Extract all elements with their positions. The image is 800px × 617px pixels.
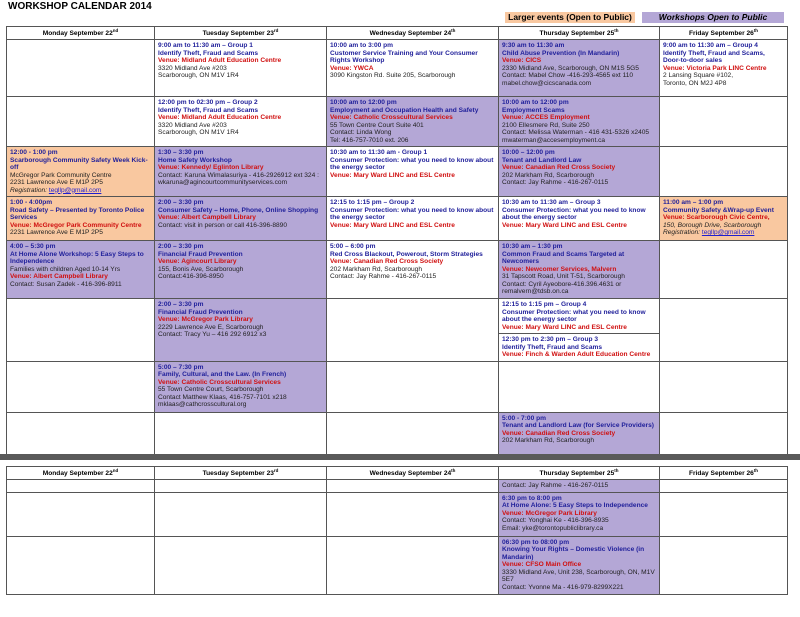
table-row [7, 492, 788, 536]
event-cell: 12:30 pm to 2:30 pm – Group 3 Identify Theft, Fraud and Scams Venue: Finch & Warden Adult Education Centre [499, 334, 660, 362]
event-cell-public: 12:00 - 1:00 pm Scarborough Community Safety Week Kick-off McGregor Park Community Centre 2231 Lawrence Ave E M1P 2P5 Registration: tegllp@gmail.com [7, 147, 155, 197]
table-row [7, 480, 788, 493]
table-row [7, 361, 788, 412]
empty-cell [660, 536, 788, 594]
registration-email-link[interactable]: tegllp@gmail.com [701, 229, 755, 237]
empty-cell [7, 492, 155, 536]
empty-cell [660, 97, 788, 147]
day-header-tuesday: Tuesday September 23rd [155, 467, 327, 480]
event-cell: 12:15 to 1:15 pm – Group 2 Consumer Protection: what you need to know about the energy sector Venue: Mary Ward LINC and ESL Centre [327, 197, 499, 241]
event-cell-public: 11:00 am – 1:00 pm Community Safety &Wrap-up Event Venue: Scarborough Civic Centre, 150, Borough Drive, Scarborough Registration: tegllp@gmail.com [660, 197, 788, 241]
empty-cell [327, 536, 499, 594]
empty-cell [499, 361, 660, 412]
day-header-row [7, 27, 788, 40]
day-header-wednesday: Wednesday September 24th [327, 27, 499, 40]
event-cell-workshop: 1:30 – 3:30 pm Home Safety Workshop Venue: Kennedy/ Eglinton Library Contact: Karuna Wimalasuriya - 416-2926912 ext 324 : wkaruna@agincourtcommunityservices.com [155, 147, 327, 197]
empty-cell [660, 492, 788, 536]
empty-cell [327, 299, 499, 362]
empty-cell [7, 97, 155, 147]
day-header-monday: Monday September 22nd [7, 467, 155, 480]
event-cell: 9:00 am to 11:30 am – Group 4 Identify Theft, Fraud and Scams, Door-to-door sales Venue: Victoria Park LINC Centre 2 Lansing Square #102, Toronto, ON M2J 4P8 [660, 40, 788, 97]
event-cell: 12:15 to 1:15 pm – Group 4 Consumer Protection: what you need to know about the energy sector Venue: Mary Ward LINC and ESL Centre [499, 299, 660, 334]
empty-cell [660, 480, 788, 493]
event-cell: 12:00 pm to 02:30 pm – Group 2 Identify Theft, Fraud and Scams Venue: Midland Adult Education Centre 3320 Midland Ave #203 Scarborough, ON M1V 1R4 [155, 97, 327, 147]
day-header-wednesday: Wednesday September 24th [327, 467, 499, 480]
empty-cell [660, 412, 788, 454]
event-cell: 10:00 am to 3:00 pm Customer Service Training and Your Consumer Rights Workshop Venue: YWCA 3090 Kingston Rd. Suite 205, Scarborough [327, 40, 499, 97]
event-cell-workshop: 5:00 - 7:00 pm Tenant and Landlord Law (for Service Providers) Venue: Canadian Red Cross Society 202 Markham Rd, Scarborough [499, 412, 660, 454]
calendar-table-continued [6, 466, 788, 595]
empty-cell [7, 536, 155, 594]
event-cell: 10:30 am to 11:30 am – Group 3 Consumer Protection: what you need to know about the energy sector Venue: Mary Ward LINC and ESL Centre [499, 197, 660, 241]
empty-cell [660, 241, 788, 299]
empty-cell [660, 147, 788, 197]
table-row [7, 197, 788, 241]
empty-cell [327, 492, 499, 536]
day-header-friday: Friday September 26th [660, 27, 788, 40]
event-cell-workshop: 10:00 am to 12:00 pm Employment Scams Venue: ACCES Employment 2100 Ellesmere Rd, Suite 250 Contact: Melissa Waterman - 416 431-5326 x2405 mwaterman@accesemployment.ca [499, 97, 660, 147]
event-cell-workshop: 6:30 pm to 8:00 pm At Home Alone: 5 Easy Steps to Independence Venue: McGregor Park Library Contact: Yonghai Ke - 416-396-8935 Email: yke@torontopubliclibrary.ca [499, 492, 660, 536]
empty-cell [155, 480, 327, 493]
table-row [7, 241, 788, 299]
registration-email-link[interactable]: tegllp@gmail.com [48, 186, 102, 194]
empty-cell [327, 412, 499, 454]
event-cell-workshop: 9:30 am to 11:30 am Child Abuse Prevention (In Mandarin) Venue: CICS 2330 Midland Ave, Scarborough, ON M1S 5G5 Contact: Mabel Chow -416-293-4565 ext 110 mabel.chow@cicscanada.com [499, 40, 660, 97]
table-row [7, 299, 788, 334]
empty-cell [7, 412, 155, 454]
event-cell-public: 1:00 - 4:00pm Road Safety – Presented by Toronto Police Services Venue: McGregor Park Community Centre 2231 Lawrence Ave E M1P 2P5 [7, 197, 155, 241]
calendar-table-week [6, 26, 788, 455]
empty-cell [660, 361, 788, 412]
event-cell-workshop: 10:00 – 12:00 pm Tenant and Landlord Law Venue: Canadian Red Cross Society 202 Markham Rd, Scarborough Contact: Jay Rahme - 416-267-0115 [499, 147, 660, 197]
event-cell-workshop: 4:00 – 5:30 pm At Home Alone Workshop: 5 Easy Steps to Independence Families with children Aged 10-14 Yrs Venue: Albert Campbell Library Contact: Susan Zadek - 416-396-8911 [7, 241, 155, 299]
empty-cell [7, 361, 155, 412]
event-cell: 9:00 am to 11:30 am – Group 1 Identify Theft, Fraud and Scams Venue: Midland Adult Education Centre 3320 Midland Ave #203 Scarborough, ON M1V 1R4 [155, 40, 327, 97]
empty-cell [7, 299, 155, 362]
event-cell-workshop: 10:30 am – 1:30 pm Common Fraud and Scams Targeted at Newcomers Venue: Newcomer Services, Malvern 31 Tapscott Road, Unit T-51, Scarborough Contact: Cyril Ayeobore-416.396.4631 or remalvern@tdsb.on.ca [499, 241, 660, 299]
table-row [7, 536, 788, 594]
table-row [7, 412, 788, 454]
empty-cell [155, 536, 327, 594]
event-cell-workshop: 2:00 – 3:30 pm Financial Fraud Prevention Venue: McGregor Park Library 2229 Lawrence Ave E, Scarborough Contact: Tracy Yu – 416 292 6912 x3 [155, 299, 327, 362]
event-cell-workshop: 10:00 am to 12:00 pm Employment and Occupation Health and Safety Venue: Catholic Crosscultural Services 55 Town Centre Court Suite 401 Contact: Linda Wong Tel: 416-757-7010 ext. 206 [327, 97, 499, 147]
event-cell-workshop: 06:30 pm to 08:00 pm Knowing Your Rights – Domestic Violence (in Mandarin) Venue: CFSO Main Office 3330 Midland Ave, Unit 238, Scarborough, ON, M1V 5E7 Contact: Yvonne Ma - 416-979-8299X221 [499, 536, 660, 594]
empty-cell [327, 480, 499, 493]
empty-cell [7, 480, 155, 493]
legend-workshops: Workshops Open to Public [642, 12, 784, 23]
event-cell-workshop: 5:00 – 7:30 pm Family, Cultural, and the Law. (In French) Venue: Catholic Crosscultural Services 55 Town Centre Court, Scarborough Contact Matthew Klaas, 416-757-7101 x218 mklaas@cathcrosscultural.org [155, 361, 327, 412]
day-header-row [7, 467, 788, 480]
document-title: WORKSHOP CALENDAR 2014 [8, 1, 152, 12]
event-cell-workshop: Contact: Jay Rahme - 416-267-0115 [499, 480, 660, 493]
empty-cell [155, 412, 327, 454]
event-cell: 5:00 – 6:00 pm Red Cross Blackout, Powerout, Storm Strategies Venue: Canadian Red Cross Society 202 Markham Rd, Scarborough Contact: Jay Rahme - 416-267-0115 [327, 241, 499, 299]
empty-cell [7, 40, 155, 97]
empty-cell [327, 361, 499, 412]
day-header-thursday: Thursday September 25th [499, 467, 660, 480]
event-cell-workshop: 2:00 – 3:30 pm Financial Fraud Prevention Venue: Agincourt Library 155, Bonis Ave, Scarborough Contact:416-396-8950 [155, 241, 327, 299]
day-header-monday: Monday September 22nd [7, 27, 155, 40]
day-header-thursday: Thursday September 25th [499, 27, 660, 40]
empty-cell [660, 299, 788, 362]
page-separator [0, 454, 800, 460]
empty-cell [155, 492, 327, 536]
day-header-friday: Friday September 26th [660, 467, 788, 480]
table-row [7, 147, 788, 197]
table-row [7, 40, 788, 97]
day-header-tuesday: Tuesday September 23rd [155, 27, 327, 40]
legend-public-events: Larger events (Open to Public) [505, 12, 635, 23]
event-cell-workshop: 2:00 – 3:30 pm Consumer Safety – Home, Phone, Online Shopping Venue: Albert Campbell Library Contact: visit in person or call 416-396-8890 [155, 197, 327, 241]
event-cell: 10:30 am to 11:30 am - Group 1 Consumer Protection: what you need to know about the energy sector Venue: Mary Ward LINC and ESL Centre [327, 147, 499, 197]
table-row [7, 97, 788, 147]
